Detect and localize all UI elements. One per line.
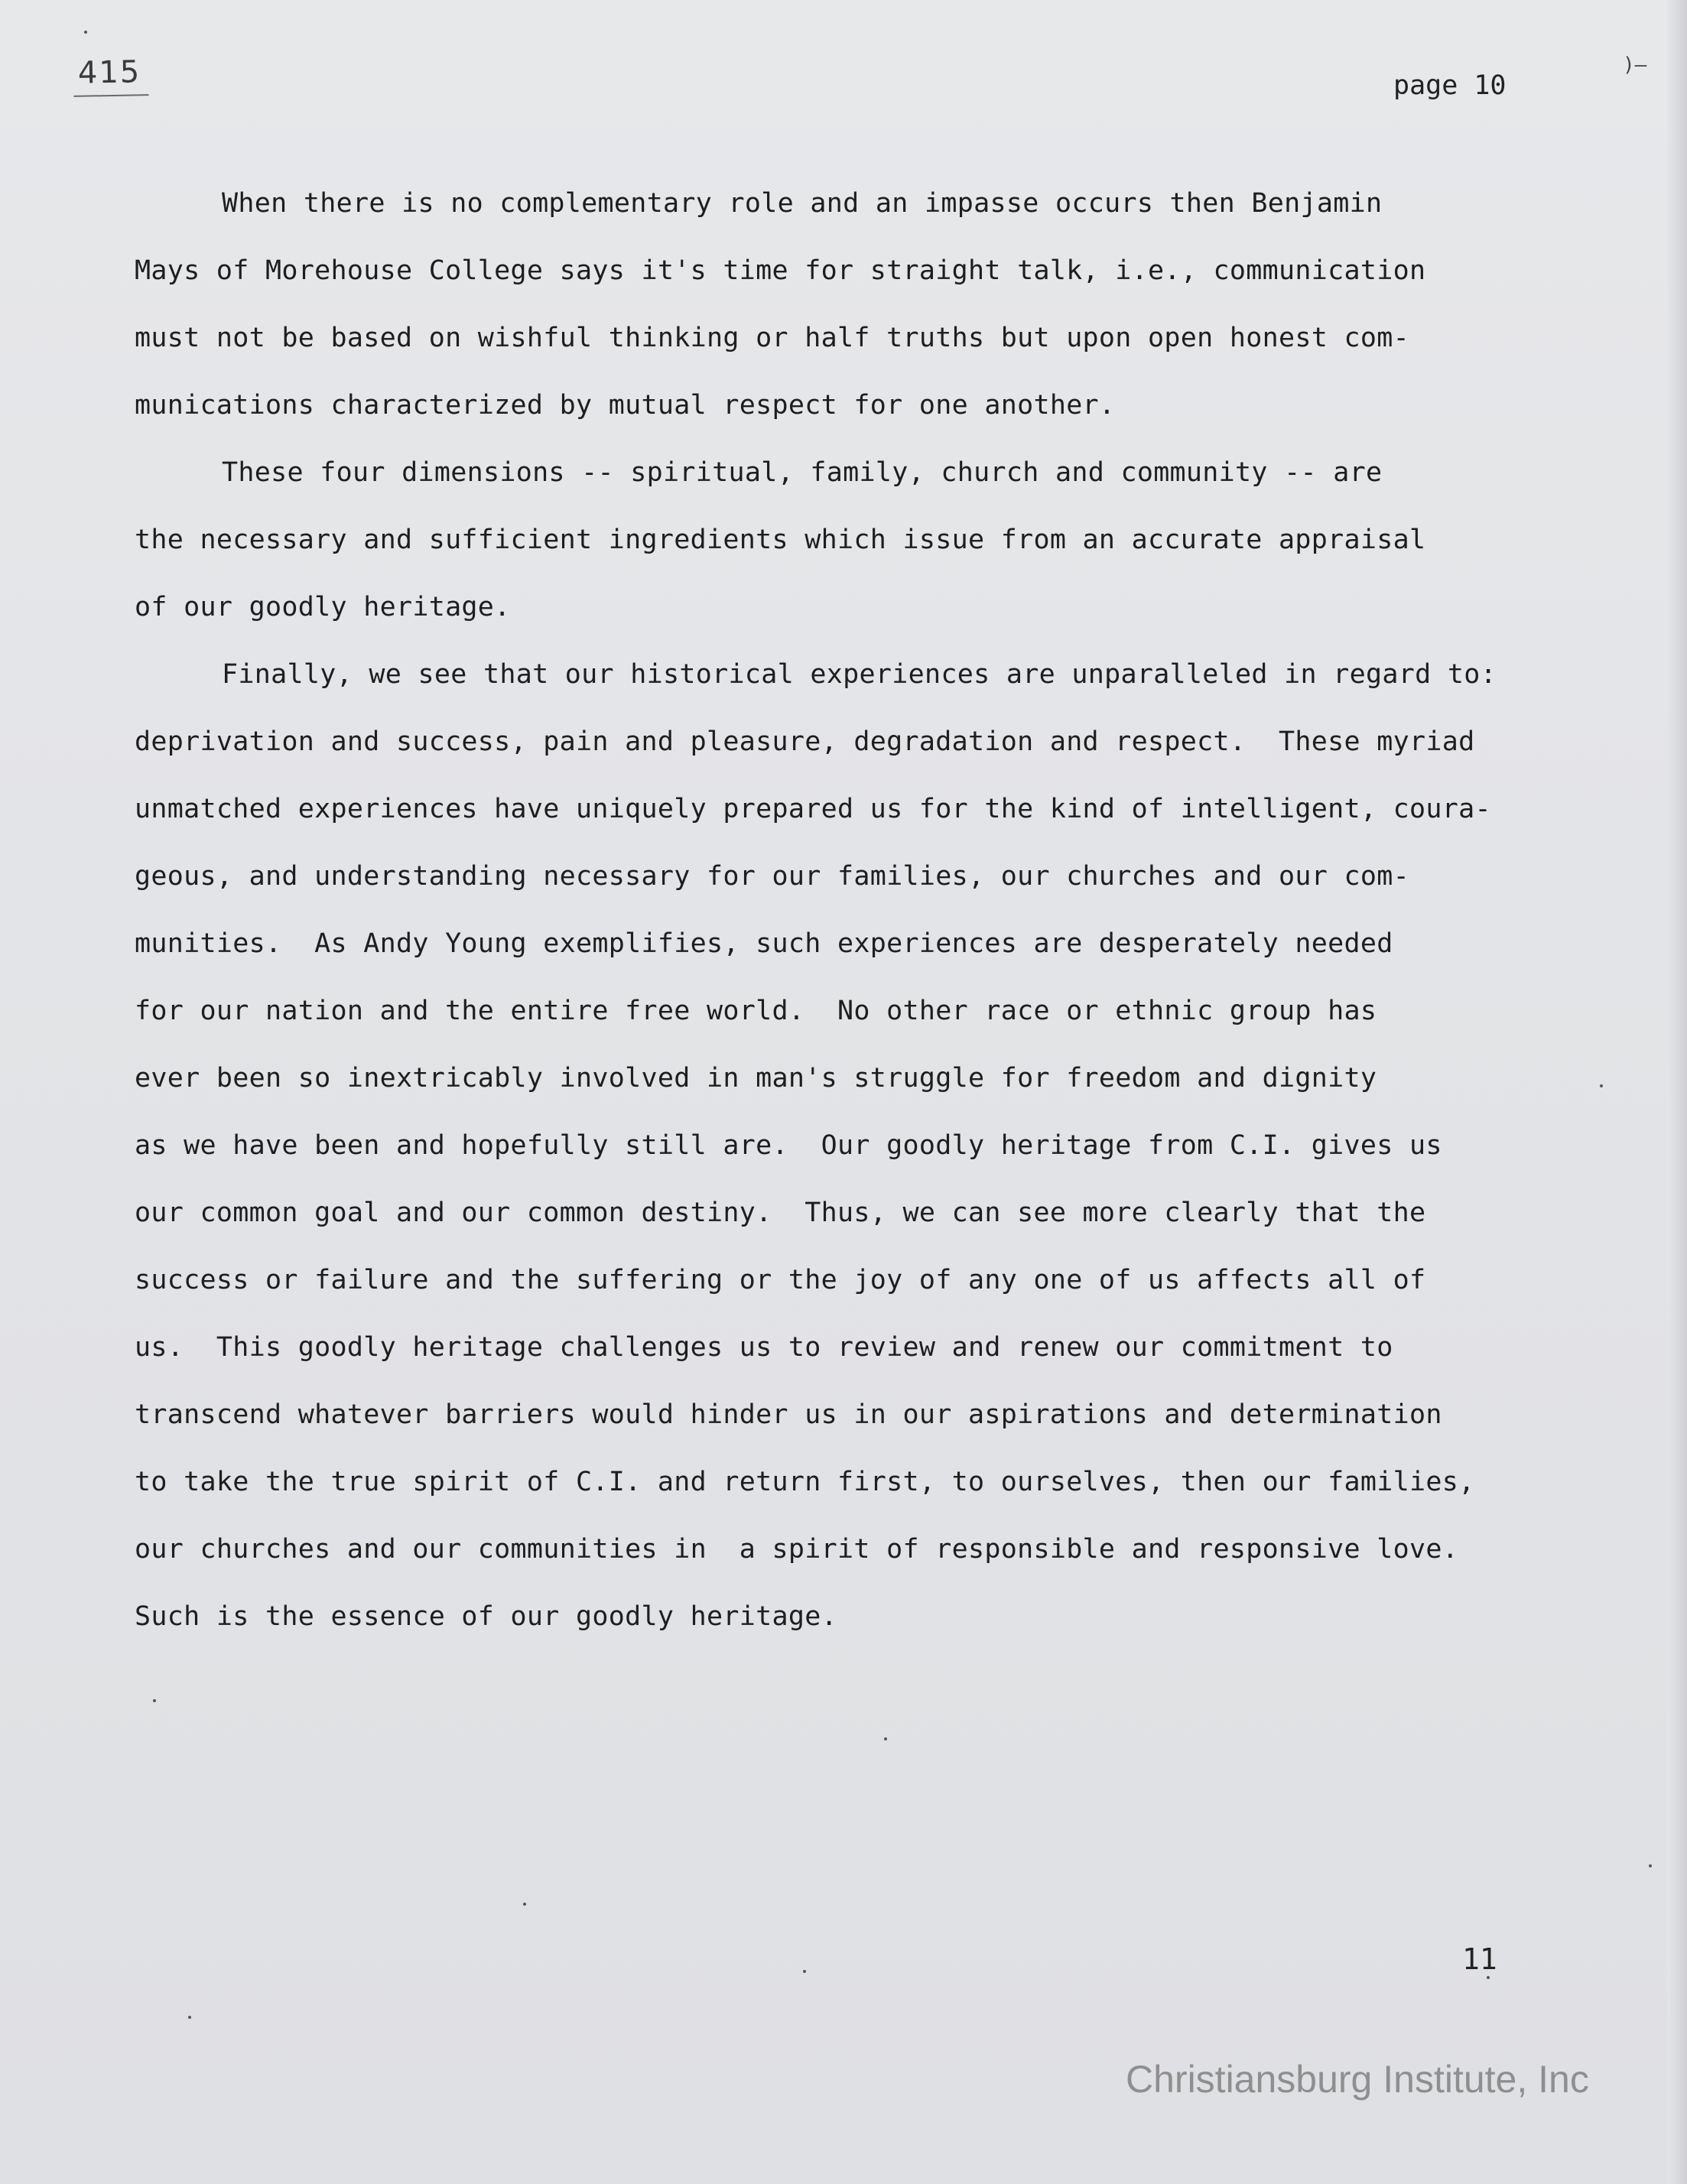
body-text-line: Finally, we see that our historical experiences are unparalleled in regard to:	[222, 659, 1497, 690]
body-text-line: of our goodly heritage.	[135, 592, 511, 622]
body-text-line: Mays of Morehouse College says it's time for straight talk, i.e., communication	[135, 255, 1426, 286]
body-text-line: ever been so inextricably involved in man's struggle for freedom and dignity	[135, 1063, 1377, 1094]
body-text-line: geous, and understanding necessary for our families, our churches and our com-	[135, 861, 1409, 892]
paper-speck	[153, 1699, 156, 1702]
body-text-line: the necessary and sufficient ingredients which issue from an accurate appraisal	[135, 525, 1426, 555]
edge-mark: )–	[1623, 54, 1647, 76]
body-text-line: as we have been and hopefully still are. Our goodly heritage from C.I. gives us	[135, 1130, 1442, 1161]
body-text-line: Such is the essence of our goodly heritage.	[135, 1601, 837, 1632]
body-text-line: for our nation and the entire free world. No other race or ethnic group has	[135, 996, 1377, 1026]
body-text-line: These four dimensions -- spiritual, family, church and community -- are	[222, 457, 1383, 488]
body-text-line: our common goal and our common destiny. Thus, we can see more clearly that the	[135, 1198, 1426, 1228]
typed-body-text	[135, 170, 1557, 1650]
body-text-line: success or failure and the suffering or the joy of any one of us affects all of	[135, 1265, 1426, 1295]
body-text-line: munications characterized by mutual respect for one another.	[135, 390, 1116, 421]
page-number: 11	[1462, 1942, 1497, 1976]
paper-speck	[803, 1970, 806, 1973]
body-text-line: transcend whatever barriers would hinder us in our aspirations and determination	[135, 1399, 1442, 1430]
body-text-line: deprivation and success, pain and pleasure, degradation and respect. These myriad	[135, 726, 1475, 757]
body-text-line: to take the true spirit of C.I. and return first, to ourselves, then our families,	[135, 1467, 1475, 1497]
body-text-line: our churches and our communities in a spirit of responsible and responsive love.	[135, 1534, 1459, 1565]
paper-speck	[523, 1903, 526, 1906]
paper-speck	[188, 2016, 191, 2019]
page-label: page 10	[1393, 70, 1507, 101]
paper-edge	[1667, 0, 1687, 2184]
body-text-line: When there is no complementary role and an impasse occurs then Benjamin	[222, 188, 1383, 219]
paper-speck	[884, 1737, 887, 1740]
paper-speck	[1649, 1864, 1652, 1867]
body-text-line: us. This goodly heritage challenges us to review and renew our commitment to	[135, 1332, 1393, 1363]
body-text-line: munities. As Andy Young exemplifies, such experiences are desperately needed	[135, 928, 1393, 959]
paper-speck	[1600, 1084, 1603, 1087]
handwritten-page-number: 415	[73, 54, 149, 97]
watermark: Christiansburg Institute, Inc	[1126, 2058, 1589, 2101]
paper-speck	[84, 31, 87, 34]
paper-speck	[1487, 1976, 1490, 1979]
body-text-line: unmatched experiences have uniquely prepared us for the kind of intelligent, coura-	[135, 794, 1491, 824]
body-text-line: must not be based on wishful thinking or half truths but upon open honest com-	[135, 323, 1409, 353]
